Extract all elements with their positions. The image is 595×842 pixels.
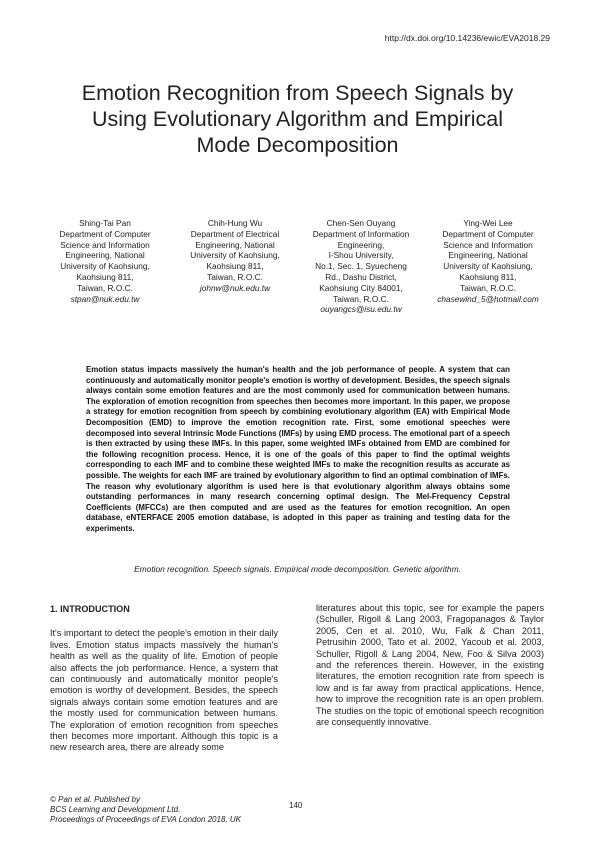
- author-email[interactable]: ouyangcs@isu.edu.tw: [320, 304, 402, 315]
- author-name: Shing-Tai Pan: [79, 218, 131, 228]
- author-affiliation-line: Kaohsiung 811,: [206, 261, 264, 272]
- author-affiliation-line: Taiwan, R.O.C.: [207, 271, 263, 282]
- author-name: Chih-Hung Wu: [207, 218, 263, 228]
- intro-left-column: [50, 604, 278, 754]
- author-affiliation-line: I-Shou University,: [328, 250, 394, 261]
- author-affiliation-line: Department of Computer: [442, 228, 534, 239]
- keywords: Emotion recognition. Speech signals. Empirical mode decomposition. Genetic algorithm.: [134, 564, 461, 574]
- author-email[interactable]: chasewind_5@hotmail.com: [437, 293, 539, 304]
- author-3: [296, 218, 426, 315]
- paper-title-line: Mode Decomposition: [196, 133, 399, 157]
- author-affiliation-line: Engineering, National: [448, 250, 528, 261]
- page-number: 140: [289, 801, 303, 810]
- author-affiliation-line: Engineering, National: [195, 239, 275, 250]
- paper-title: [40, 80, 555, 158]
- intro-paragraph: It's important to detect the people's emotion in their daily lives. Emotion status impacts massively the human's health as well as the quality of life. Emotion of people also affects the job performance. Hence, a system that can continuously and automatically monitor people's emotion is worthy of development. Besides, the speech signals always contain some emotion features and are the mostly used for communication between humans. The exploration of emotion recognition from speeches then becomes more important. Although this topic is a new research area, there are already some: [50, 628, 278, 753]
- intro-paragraph-continued: literatures about this topic, see for example the papers (Schuller, Rigoll & Lang 2003, Fragopanagos & Taylor 2005, Cen et al. 2010, Wu, Falk & Chan 2011, Petrusihin 2000, Tato et al. 2002, Yacoub et al. 2003, Schuller, Rigoll & Lang 2004, New, Foo & Silva 2003) and the references therein. However, in the existing literatures, the emotion recognition rate from speech is low and is far away from practical applications. Hence, how to improve the recognition rate is an open problem. The studies on the topic of emotional speech recognition are consequently innovative.: [316, 603, 544, 728]
- section-heading: 1. INTRODUCTION: [50, 604, 130, 614]
- author-email[interactable]: johnw@nuk.edu.tw: [199, 282, 271, 293]
- footer-line: BCS Learning and Development Ltd.: [50, 805, 181, 815]
- footer-line: Proceedings of Proceedings of EVA London 2018, UK: [50, 815, 241, 825]
- author-affiliation-line: Taiwan, R.O.C.: [460, 282, 516, 293]
- author-affiliation-line: Taiwan, R.O.C.: [333, 293, 389, 304]
- intro-right-column: [316, 603, 544, 728]
- paper-title-line: Emotion Recognition from Speech Signals by: [81, 81, 514, 105]
- author-affiliation-line: Rd., Dashu District,: [325, 271, 397, 282]
- author-affiliation-line: Department of Information: [312, 228, 410, 239]
- author-affiliation-line: Taiwan, R.O.C.: [77, 282, 133, 293]
- abstract: Emotion status impacts massively the human's health and the job performance of people. A system that can continuously and automatically monitor people's emotion is worthy of development. Besides, the speech signals always contain some emotion features and are the most commonly used for communication between humans. The exploration of emotion recognition from speeches then becomes more important. In this paper, we propose a strategy for emotion recognition from speech by combining evolutionary algorithm (EA) with Empirical Mode Decomposition (EMD) to improve the emotion recognition rate. First, some emotional speeches were decomposed into several Intrinsic Mode Functions (IMFs) by using EMD process. The emotional part of a speech is then extracted by using these IMFs. In this paper, some weighted IMFs obtained from EMD are combined for the following recognition process. Hence, it is one of the goals of this paper to find the optimal weights corresponding to each IMF and to combine these weighted IMFs to make the recognition results as accurate as possible. The weights for each IMF are trained by evolutionary algorithm to find an optimal combination of IMFs. The reason why evolutionary algorithm is used here is that evolutionary algorithm always obtains some outstanding performances in many research concerning optimal design. The Mel-Frequency Cepstral Coefficients (MFCCs) are then computed and are used as the features for emotion recognition. An open database, eNTERFACE 2005 emotion database, is adopted in this paper as training and testing data for the experiments.: [86, 365, 510, 533]
- author-name: Ying-Wei Lee: [463, 218, 513, 228]
- author-affiliation-line: University of Kaohsiung,: [190, 250, 280, 261]
- author-affiliation-line: Kaohsiung 811,: [459, 271, 517, 282]
- footer-line: © Pan et al. Published by: [50, 795, 140, 804]
- author-name: Chen-Sen Ouyang: [326, 218, 396, 228]
- author-affiliation-line: Kaohsiung City 84001,: [319, 282, 403, 293]
- author-affiliation-line: Engineering,: [337, 239, 385, 250]
- author-affiliation-line: Science and Information: [60, 239, 150, 250]
- author-affiliation-line: Science and Information: [443, 239, 533, 250]
- doi-link[interactable]: http://dx.doi.org/10.14236/ewic/EVA2018.29: [384, 33, 550, 43]
- author-affiliation-line: No.1, Sec. 1, Syuecheng: [315, 261, 407, 272]
- copyright-footer: [50, 795, 241, 826]
- author-affiliation-line: Engineering, National: [65, 250, 145, 261]
- author-2: [170, 218, 300, 294]
- author-affiliation-line: University of Kaohsiung,: [60, 261, 150, 272]
- author-4: [423, 218, 553, 304]
- author-affiliation-line: Department of Computer: [59, 228, 151, 239]
- author-email[interactable]: stpan@nuk.edu.tw: [70, 293, 140, 304]
- author-1: [40, 218, 170, 304]
- author-affiliation-line: Department of Electrical: [190, 228, 280, 239]
- author-affiliation-line: Kaohsiung 811,: [76, 271, 134, 282]
- paper-title-line: Using Evolutionary Algorithm and Empirical: [91, 107, 504, 131]
- author-affiliation-line: University of Kaohsiung,: [443, 261, 533, 272]
